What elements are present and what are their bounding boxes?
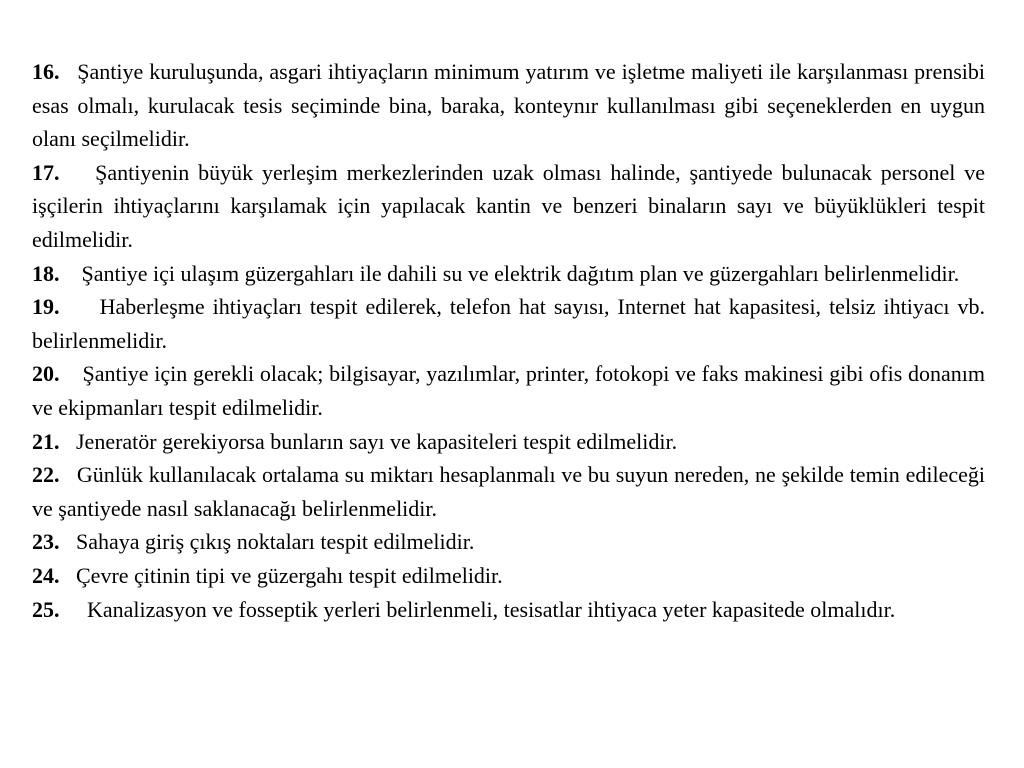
item-text: Jeneratör gerekiyorsa bunların sayı ve kapasiteleri tespit edilmelidir.: [76, 428, 678, 454]
list-item-23: [32, 525, 985, 559]
item-number: 18.: [32, 260, 60, 286]
item-number: 16.: [32, 59, 60, 84]
item-number: 25.: [32, 596, 60, 622]
list-item-25: [32, 593, 985, 627]
item-text: Kanalizasyon ve fosseptik yerleri belirlenmeli, tesisatlar ihtiyaca yeter kapasitede olmalıdır.: [87, 596, 896, 622]
item-number: 17.: [32, 159, 60, 185]
list-item-21: [32, 425, 985, 459]
list-item-17: [32, 156, 985, 257]
item-text: Günlük kullanılacak ortalama su miktarı hesaplanmalı ve bu suyun nereden, ne şekilde temin edileceği ve şantiyede nasıl saklanacağı belirlenmelidir.: [32, 462, 985, 521]
item-number: 19.: [32, 294, 60, 320]
slide-body: [32, 55, 985, 626]
list-item-16: [32, 55, 985, 156]
list-item-22: [32, 458, 985, 525]
item-number: 22.: [32, 462, 60, 488]
item-text: Şantiye için gerekli olacak; bilgisayar, yazılımlar, printer, fotokopi ve faks makinesi gibi ofis donanım ve ekipmanları tespit edilmelidir.: [32, 361, 985, 420]
item-text: Çevre çitinin tipi ve güzergahı tespit edilmelidir.: [76, 562, 503, 588]
item-text: Şantiye içi ulaşım güzergahları ile dahili su ve elektrik dağıtım plan ve güzergahları belirlenmelidir.: [81, 260, 960, 286]
item-text: Haberleşme ihtiyaçları tespit edilerek, telefon hat sayısı, Internet hat kapasitesi, telsiz ihtiyacı vb. belirlenmelidir.: [32, 294, 986, 353]
item-number: 23.: [32, 529, 60, 555]
list-item-18: [32, 257, 985, 291]
item-number: 24.: [32, 562, 60, 588]
item-number: 20.: [32, 361, 60, 387]
list-item-20: [32, 357, 985, 424]
list-item-24: [32, 559, 985, 593]
item-text: Sahaya giriş çıkış noktaları tespit edilmelidir.: [76, 529, 475, 555]
item-number: 21.: [32, 428, 60, 454]
list-item-19: [32, 290, 985, 357]
item-text: Şantiyenin büyük yerleşim merkezlerinden uzak olması halinde, şantiyede bulunacak personel ve işçilerin ihtiyaçlarını karşılamak için yapılacak kantin ve benzeri binaların sayı ve büyüklükleri tespit edilmelidir.: [32, 159, 985, 252]
item-text: Şantiye kuruluşunda, asgari ihtiyaçların minimum yatırım ve işletme maliyeti ile karşılanması prensibi esas olmalı, kurulacak tesis seçiminde bina, baraka, konteynır kullanılması gibi seçeneklerden en uygun olanı seçilmelidir.: [32, 59, 985, 152]
